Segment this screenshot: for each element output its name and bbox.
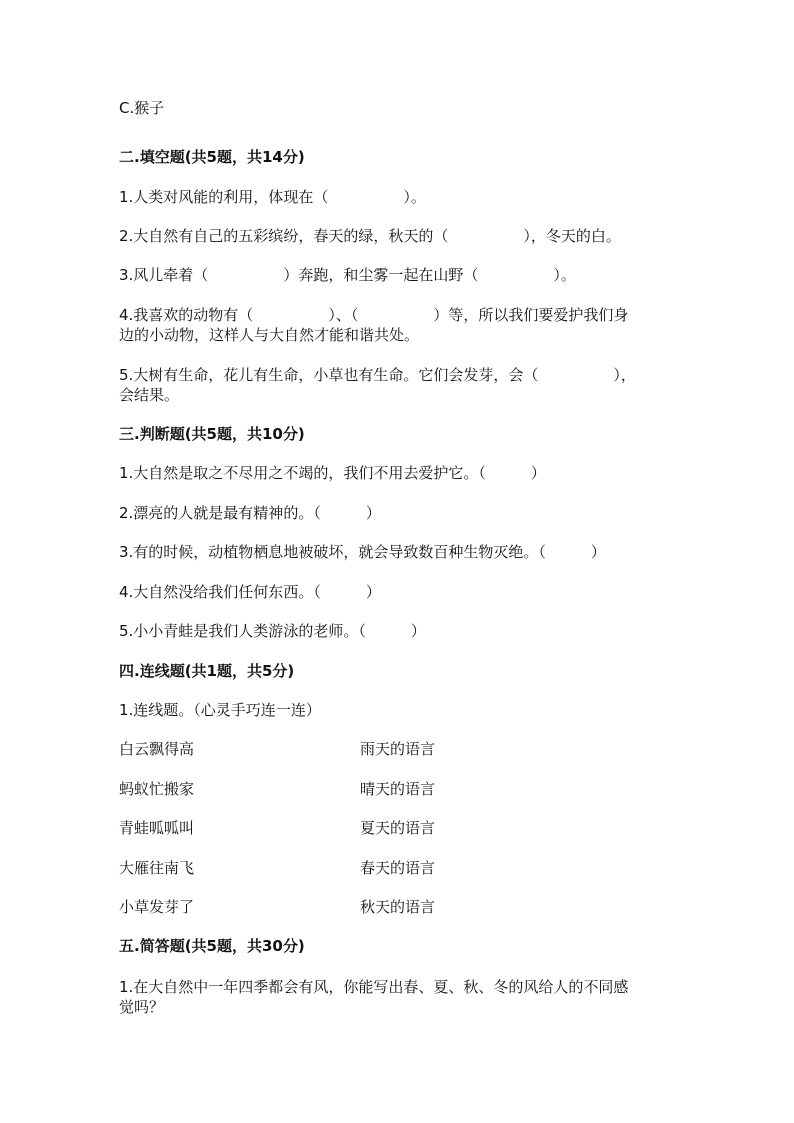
match-left-item: 大雁往南飞 [119,859,195,877]
previous-option-c: C.猴子 [119,99,165,117]
judge-question-3: 3.有的时候，动植物栖息地被破坏，就会导致数百种生物灭绝。（ ） [119,543,606,561]
match-left-item: 蚂蚁忙搬家 [119,780,195,798]
section-2-heading: 二.填空题(共5题，共14分) [119,148,305,166]
match-question-1: 1.连线题。（心灵手巧连一连） [119,701,321,719]
judge-question-5: 5.小小青蛙是我们人类游泳的老师。（ ） [119,622,426,640]
match-left-item: 白云飘得高 [119,740,195,758]
section-5-heading: 五.简答题(共5题，共30分) [119,937,305,955]
match-right-item: 秋天的语言 [360,898,436,916]
judge-question-1: 1.大自然是取之不尽用之不竭的，我们不用去爱护它。（ ） [119,464,546,482]
match-left-item: 小草发芽了 [119,898,195,916]
fill-question-5-line-1: 5.大树有生命，花儿有生命，小草也有生命。它们会发芽，会（ ）， [119,366,636,384]
section-3-heading: 三.判断题(共5题，共10分) [119,425,305,443]
short-answer-question-1-line-1: 1.在大自然中一年四季都会有风，你能写出春、夏、秋、冬的风给人的不同感 [119,978,629,996]
judge-question-2: 2.漂亮的人就是最有精神的。（ ） [119,504,381,522]
match-left-item: 青蛙呱呱叫 [119,819,195,837]
fill-question-4-line-1: 4.我喜欢的动物有（ ）、（ ）等，所以我们要爱护我们身 [119,306,629,324]
match-right-item: 夏天的语言 [360,819,436,837]
match-right-item: 雨天的语言 [360,740,436,758]
fill-question-1: 1.人类对风能的利用，体现在（ ）。 [119,188,426,206]
fill-question-4-line-2: 边的小动物，这样人与大自然才能和谐共处。 [119,326,420,344]
section-4-heading: 四.连线题(共1题，共5分) [119,662,295,680]
fill-question-2: 2.大自然有自己的五彩缤纷，春天的绿，秋天的（ ），冬天的白。 [119,227,621,245]
fill-question-5-line-2: 会结果。 [119,386,180,404]
short-answer-question-1-line-2: 觉吗？ [119,998,165,1016]
match-right-item: 晴天的语言 [360,780,436,798]
fill-question-3: 3.风儿牵着（ ）奔跑，和尘雾一起在山野（ ）。 [119,266,576,284]
judge-question-4: 4.大自然没给我们任何东西。（ ） [119,583,381,601]
match-right-item: 春天的语言 [360,859,436,877]
